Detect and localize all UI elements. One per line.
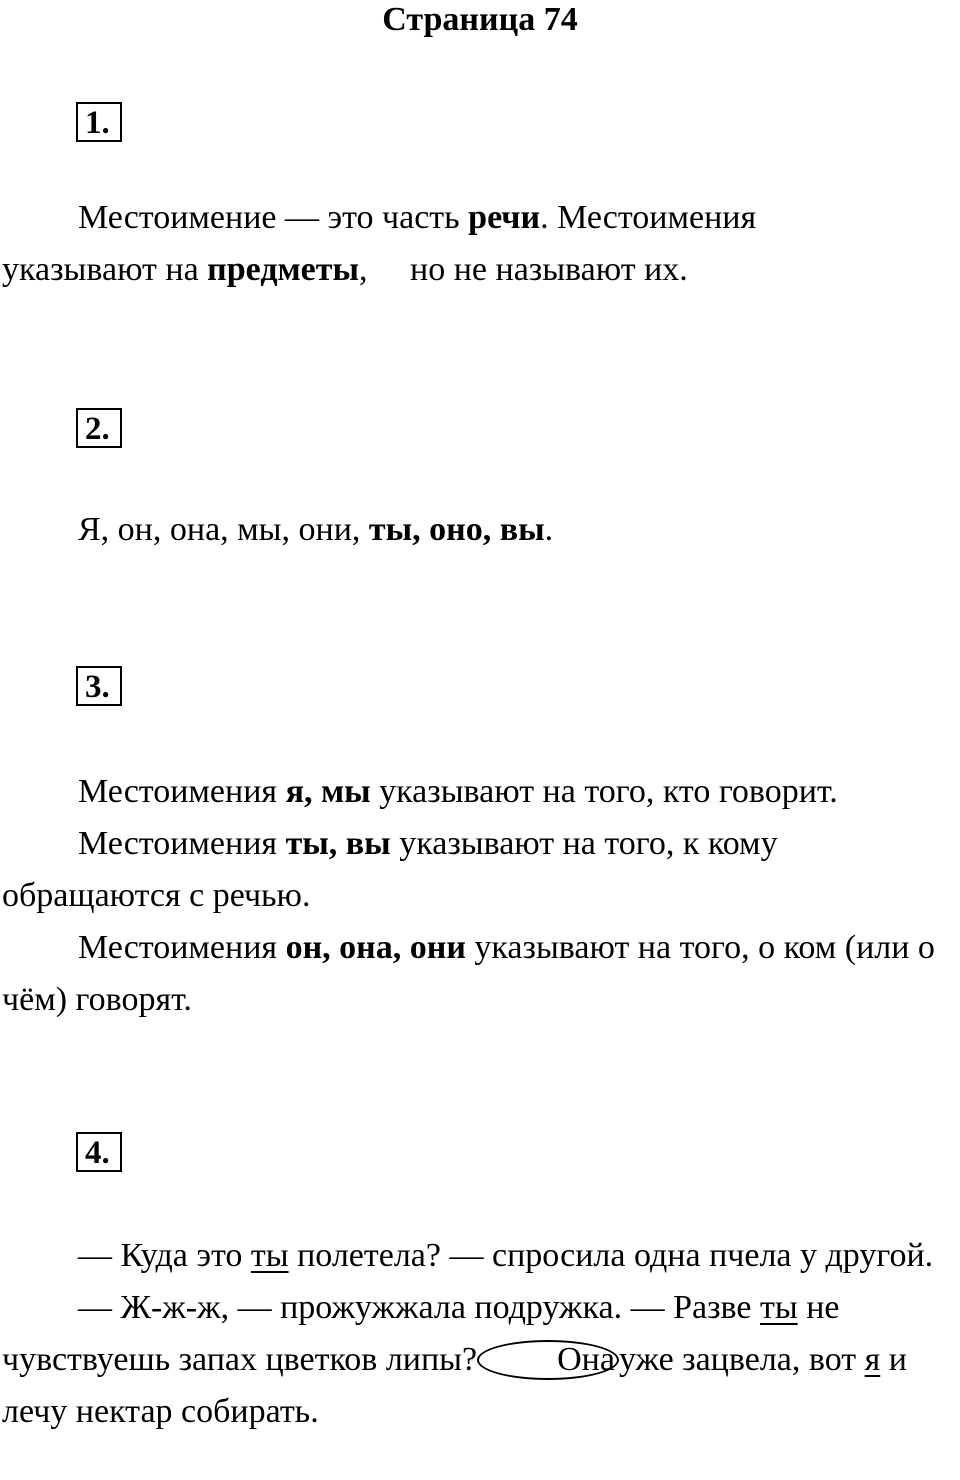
task-3-text-1: Местоимения bbox=[78, 773, 286, 810]
task-3-text-3: Местоимения bbox=[78, 825, 286, 862]
task-4-text bbox=[2, 1230, 960, 1438]
task-3-answer-1: я, мы bbox=[285, 773, 371, 810]
task-3-text-6: указывают на того, о ком (или о чём) говорят. bbox=[2, 929, 935, 1018]
task-4-text-1: — Куда это bbox=[78, 1237, 251, 1274]
task-3-text-5: Местоимения bbox=[78, 929, 286, 966]
task-2-text-2: . bbox=[544, 511, 554, 548]
circled-pronoun: Она bbox=[477, 1340, 619, 1380]
task-number-3: 3. bbox=[76, 666, 122, 706]
task-1-answer-1: речи bbox=[468, 199, 541, 236]
task-2-text-1: Я, он, она, мы, они, bbox=[78, 511, 369, 548]
task-2-text bbox=[2, 504, 960, 556]
task-1-text bbox=[2, 192, 960, 296]
task-number-2: 2. bbox=[76, 408, 122, 448]
task-1-text-4: , но не называют их. bbox=[359, 251, 688, 288]
underlined-pronoun: я bbox=[864, 1341, 881, 1378]
task-number-4: 4. bbox=[76, 1132, 122, 1172]
task-4-text-5: уже зацвела, вот bbox=[618, 1341, 865, 1378]
task-3-text bbox=[2, 766, 960, 1026]
task-1-text-3: указывают на bbox=[2, 251, 208, 288]
task-2-answer: ты, оно, вы bbox=[368, 511, 545, 548]
task-3-answer-3: он, она, они bbox=[285, 929, 466, 966]
task-4-text-3: — Ж-ж-ж, — прожужжала подружка. — Разве bbox=[78, 1289, 760, 1326]
task-3-text-2: указывают на того, кто говорит. bbox=[370, 773, 838, 810]
task-1-text-1: Местоимение — это часть bbox=[78, 199, 469, 236]
task-4-text-2: полетела? — спросила одна пчела у другой. bbox=[288, 1237, 934, 1274]
task-1-text-2: . Местоимения bbox=[540, 199, 757, 236]
task-3-text-4: указывают на того, к кому обращаются с речью. bbox=[2, 825, 778, 914]
task-4-text-6: и лечу нектар собирать. bbox=[2, 1341, 907, 1430]
task-number-1: 1. bbox=[76, 102, 122, 142]
task-1-answer-2: предметы bbox=[207, 251, 360, 288]
task-4-text-4: не чувствуешь запах цветков липы? bbox=[2, 1289, 840, 1378]
page-title: Страница 74 bbox=[382, 1, 578, 38]
underlined-pronoun: ты bbox=[760, 1289, 798, 1326]
task-3-answer-2: ты, вы bbox=[285, 825, 391, 862]
underlined-pronoun: ты bbox=[250, 1237, 289, 1274]
